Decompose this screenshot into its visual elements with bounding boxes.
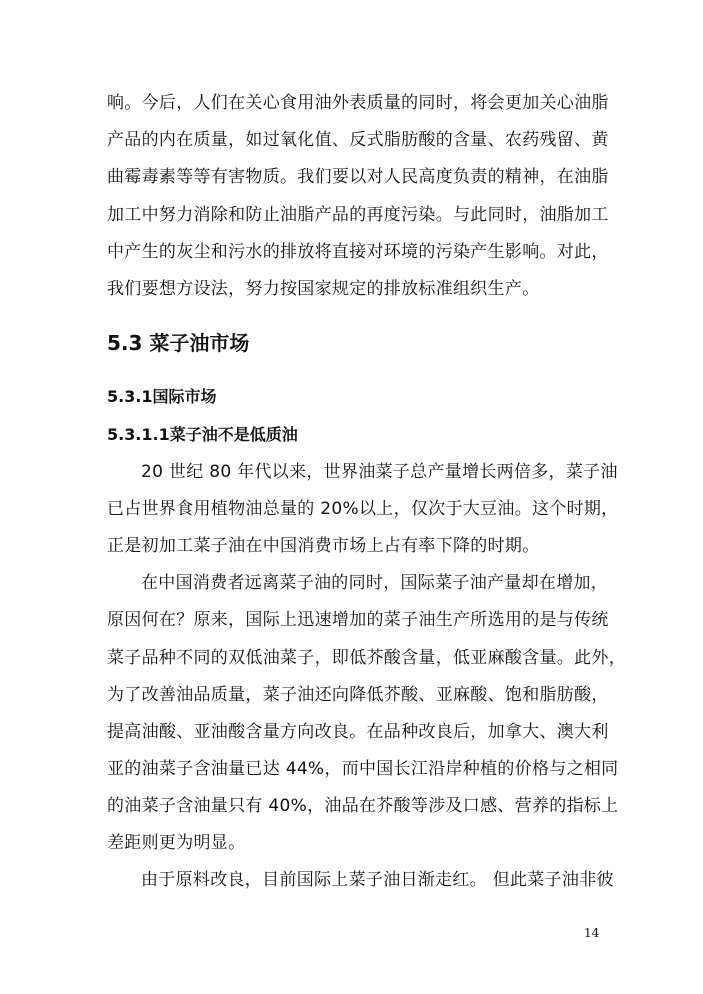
paragraph-line: 菜子品种不同的双低油菜子，即低芥酸含量，低亚麻酸含量。此外， (107, 648, 626, 668)
paragraph-line: 的油菜子含油量只有 40%，油品在芥酸等涉及口感、营养的指标上 (107, 796, 619, 816)
paragraph-line: 20 世纪 80 年代以来，世界油菜子总产量增长两倍多，菜子油 (141, 462, 618, 482)
paragraph-line: 在中国消费者远离菜子油的同时，国际菜子油产量却在增加， (141, 573, 609, 593)
body-line: 加工中努力消除和防止油脂产品的再度污染。与此同时，油脂加工 (107, 205, 609, 225)
section-heading: 5.3 菜子油市场 (107, 331, 250, 355)
body-line: 中产生的灰尘和污水的排放将直接对环境的污染产生影响。对此， (107, 242, 609, 262)
paragraph-line: 亚的油菜子含油量已达 44%，而中国长江沿岸种植的价格与之相同 (107, 759, 619, 779)
body-line: 我们要想方设法，努力按国家规定的排放标准组织生产。 (107, 279, 540, 299)
paragraph-line: 已占世界食用植物油总量的 20%以上，仅次于大豆油。这个时期， (107, 499, 619, 519)
paragraph-line: 原因何在？原来，国际上迅速增加的菜子油生产所选用的是与传统 (107, 610, 609, 630)
paragraph-line: 正是初加工菜子油在中国消费市场上占有率下降的时期。 (107, 536, 540, 556)
body-line: 产品的内在质量，如过氧化值、反式脂肪酸的含量、农药残留、黄 (107, 130, 609, 150)
subsubsection-heading: 5.3.1.1菜子油不是低质油 (107, 425, 298, 444)
body-line: 曲霉毒素等等有害物质。我们要以对人民高度负责的精神，在油脂 (107, 167, 609, 187)
paragraph-line: 由于原料改良，目前国际上菜子油日渐走红。 但此菜子油非彼 (141, 870, 614, 890)
paragraph-line: 差距则更为明显。 (107, 833, 246, 853)
body-line: 响。今后，人们在关心食用油外表质量的同时，将会更加关心油脂 (107, 93, 609, 113)
paragraph-line: 提高油酸、亚油酸含量方向改良。在品种改良后，加拿大、澳大利 (107, 722, 609, 742)
subsection-heading: 5.3.1国际市场 (107, 387, 217, 406)
page-number: 14 (584, 926, 600, 940)
paragraph-line: 为了改善油品质量，菜子油还向降低芥酸、亚麻酸、饱和脂肪酸， (107, 685, 609, 705)
